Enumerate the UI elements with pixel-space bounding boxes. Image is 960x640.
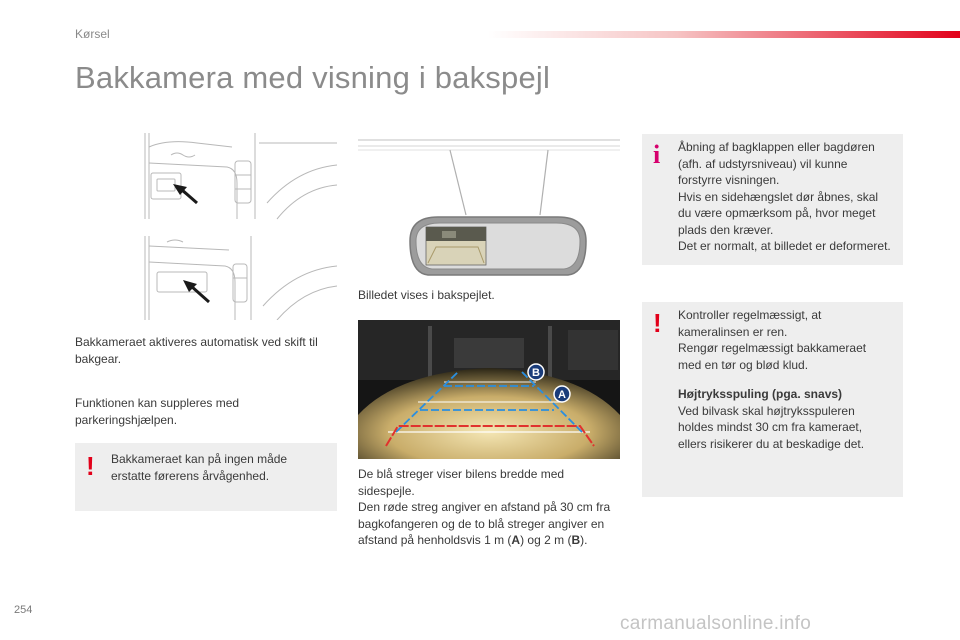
description-line: Den røde streg angiver en afstand på 30 cm fra bbox=[358, 500, 611, 514]
guide-lines-description bbox=[358, 466, 633, 549]
section-label: Kørsel bbox=[75, 27, 110, 41]
mirror-caption: Billedet vises i bakspejlet. bbox=[358, 288, 495, 302]
info-line: Det er normalt, at billedet er deformeret. bbox=[678, 239, 891, 253]
description-line: De blå streger viser bilens bredde med bbox=[358, 467, 565, 481]
info-icon: i bbox=[653, 140, 661, 169]
page-title: Bakkamera med visning i bakspejl bbox=[75, 60, 551, 95]
warning-box-cleaning bbox=[642, 302, 903, 497]
watermark: carmanualsonline.info bbox=[620, 613, 812, 634]
info-line: du være opmærksom på, hvor meget bbox=[678, 206, 876, 220]
camera-label-a: A bbox=[558, 389, 566, 401]
cleaning-line: med en tør og blød klud. bbox=[678, 357, 809, 372]
camera-label-b: B bbox=[532, 367, 540, 379]
header-accent-bar bbox=[488, 31, 960, 38]
high-pressure-line: holdes mindst 30 cm fra kameraet, bbox=[678, 420, 863, 434]
description-line: sidespejle. bbox=[358, 483, 415, 498]
info-line: forstyrre visningen. bbox=[678, 173, 780, 187]
rear-view-mirror-illustration bbox=[358, 133, 620, 283]
label-a-inline: A bbox=[511, 533, 521, 547]
high-pressure-line: Ved bilvask skal højtryksspuleren bbox=[678, 403, 855, 418]
description-text: ) og 2 m ( bbox=[520, 533, 572, 547]
description-line: bagkofangeren og de to blå streger angiver en bbox=[358, 516, 605, 531]
high-pressure-heading: Højtryksspuling (pga. snavs) bbox=[678, 387, 843, 401]
cleaning-text bbox=[678, 307, 900, 452]
info-text bbox=[678, 139, 900, 255]
warning-exclamation-icon: ! bbox=[653, 308, 662, 338]
info-line: Hvis en sidehængslet dør åbnes, skal bbox=[678, 189, 879, 204]
warning-box-attention bbox=[75, 443, 337, 511]
description-text: afstand på henholdsvis 1 m ( bbox=[358, 533, 512, 547]
warning-exclamation-icon: ! bbox=[86, 451, 95, 481]
description-line-last bbox=[358, 532, 633, 549]
warning-attention-text: Bakkameraet kan på ingen måde erstatte førerens årvågenhed. bbox=[111, 452, 288, 483]
rear-camera-lower-illustration bbox=[137, 236, 337, 320]
cleaning-line: kameralinsen er ren. bbox=[678, 324, 788, 339]
high-pressure-line: ellers risikerer du at beskadige det. bbox=[678, 436, 865, 451]
camera-view-illustration bbox=[358, 320, 620, 459]
info-line: (afh. af udstyrsniveau) vil kunne bbox=[678, 156, 848, 171]
info-line: plads den kræver. bbox=[678, 222, 774, 237]
cleaning-line: Rengør regelmæssigt bakkameraet bbox=[678, 341, 867, 355]
label-b-inline: B bbox=[571, 533, 581, 547]
info-line: Åbning af bagklappen eller bagdøren bbox=[678, 140, 875, 154]
paragraph-activation: Bakkameraet aktiveres automatisk ved skift til bakgear. bbox=[75, 335, 318, 366]
paragraph-parking-assist: Funktionen kan suppleres med parkeringshjælpen. bbox=[75, 396, 240, 427]
page-number: 254 bbox=[14, 604, 33, 616]
cleaning-line: Kontroller regelmæssigt, at bbox=[678, 308, 822, 322]
info-box-display bbox=[642, 134, 903, 265]
description-text: ). bbox=[580, 533, 588, 547]
rear-camera-upper-illustration bbox=[137, 133, 337, 221]
